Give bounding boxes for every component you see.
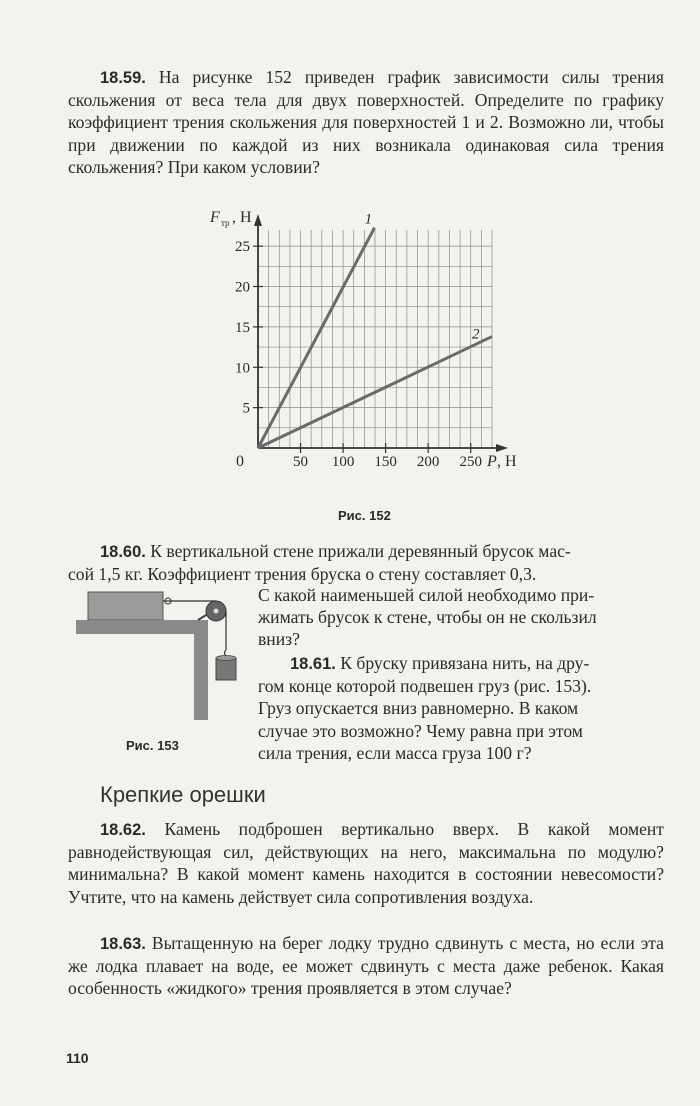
y-axis-label: F (210, 209, 220, 226)
y-tick-label: 5 (242, 400, 250, 417)
chart-ticks (235, 239, 482, 470)
y-tick-label: 25 (235, 239, 250, 256)
section-title: Крепкие орешки (100, 782, 266, 807)
line: гом конце которой подвешен груз (рис. 153). (258, 676, 592, 697)
series-label-2: 2 (472, 326, 480, 343)
line: сила трения, если масса груза 100 г? (258, 742, 532, 763)
y-tick-label: 15 (235, 319, 250, 336)
y-axis-arrow (254, 214, 262, 226)
problem-text: К бруску привязана нить, на дру- (340, 653, 590, 673)
table-surface (76, 620, 208, 634)
line: вниз? (258, 629, 300, 650)
x-tick-label: 100 (331, 454, 355, 470)
x-axis-label: P (487, 453, 497, 470)
problem-number: 18.62. (100, 821, 146, 839)
chart-axes (254, 211, 508, 452)
figure-152-chart (200, 200, 540, 490)
origin-label: 0 (236, 453, 244, 470)
problem-18-62 (68, 818, 664, 908)
y-axis-unit: , Н (232, 209, 252, 226)
weight-hook (225, 650, 227, 656)
line: случае это возможно? Чему равна при этом (258, 720, 583, 741)
y-tick-label: 10 (235, 360, 250, 377)
line: С какой наименьшей силой необходимо при- (258, 585, 595, 605)
x-tick-label: 250 (459, 454, 482, 470)
line: сой 1,5 кг. Коэффициент трения бруска о стену составляет 0,3. (68, 564, 537, 585)
problem-text: Вытащенную на берег лодку трудно сдвинуть с места, но если эта же лодка плавает на воде, ее может сдвинуть с места даже ребенок. Какая особенность «жидкого» трения проявляется в этом случае? (68, 933, 664, 999)
problem-number: 18.60. (100, 543, 146, 561)
weight-top (216, 656, 236, 661)
line: Груз опускается вниз равномерно. В каком (258, 698, 579, 719)
figure-153-caption: Рис. 153 (126, 738, 179, 753)
problem-18-60 (68, 540, 664, 585)
problem-number: 18.61. (290, 655, 336, 673)
y-axis-label-subscript: тр (221, 218, 230, 228)
figure-153-illustration (70, 584, 250, 724)
series-line-1 (258, 228, 375, 448)
x-axis-arrow (496, 444, 508, 452)
page-number: 110 (66, 1050, 89, 1066)
x-axis-unit: , Н (497, 453, 517, 470)
x-tick-label: 150 (374, 454, 397, 470)
x-tick-label: 200 (416, 454, 440, 470)
pulley-axle (214, 609, 219, 614)
figure-152-caption: Рис. 152 (338, 508, 391, 523)
series-label-1: 1 (364, 211, 373, 228)
problem-number: 18.59. (100, 69, 146, 87)
problem-text: Камень подброшен вертикально вверх. В какой момент равнодействующая сил, действующих на него, максимальна по модулю? минимальна? В какой момент камень находится в состоянии невесомости? Учтите, что на камень действует сила сопротивления воздуха. (68, 819, 664, 907)
line: жимать брусок к стене, чтобы он не скользил (258, 607, 597, 628)
problem-text: На рисунке 152 приведен график зависимости силы трения скольжения от веса тела для двух поверхностей. Определите по графику коэффициент трения скольжения для поверхностей 1 и 2. Возможно ли, чтобы при движении по каждой из них возникала одинаковая сила трения скольжения? При каком условии? (68, 67, 664, 177)
problem-text: К вертикальной стене прижали деревянный брусок мас- (150, 541, 571, 561)
wooden-block (88, 592, 163, 620)
problem-number: 18.63. (100, 935, 146, 953)
x-tick-label: 50 (293, 454, 309, 470)
problem-18-59 (68, 66, 664, 178)
table-leg (194, 620, 208, 720)
chart-grid (258, 230, 492, 448)
line (258, 652, 666, 675)
line (68, 540, 664, 563)
y-tick-label: 20 (235, 279, 250, 296)
hanging-weight (216, 658, 236, 680)
problem-18-63 (68, 932, 664, 1000)
problem-18-60-cont (258, 584, 666, 651)
problem-18-61 (258, 652, 666, 764)
